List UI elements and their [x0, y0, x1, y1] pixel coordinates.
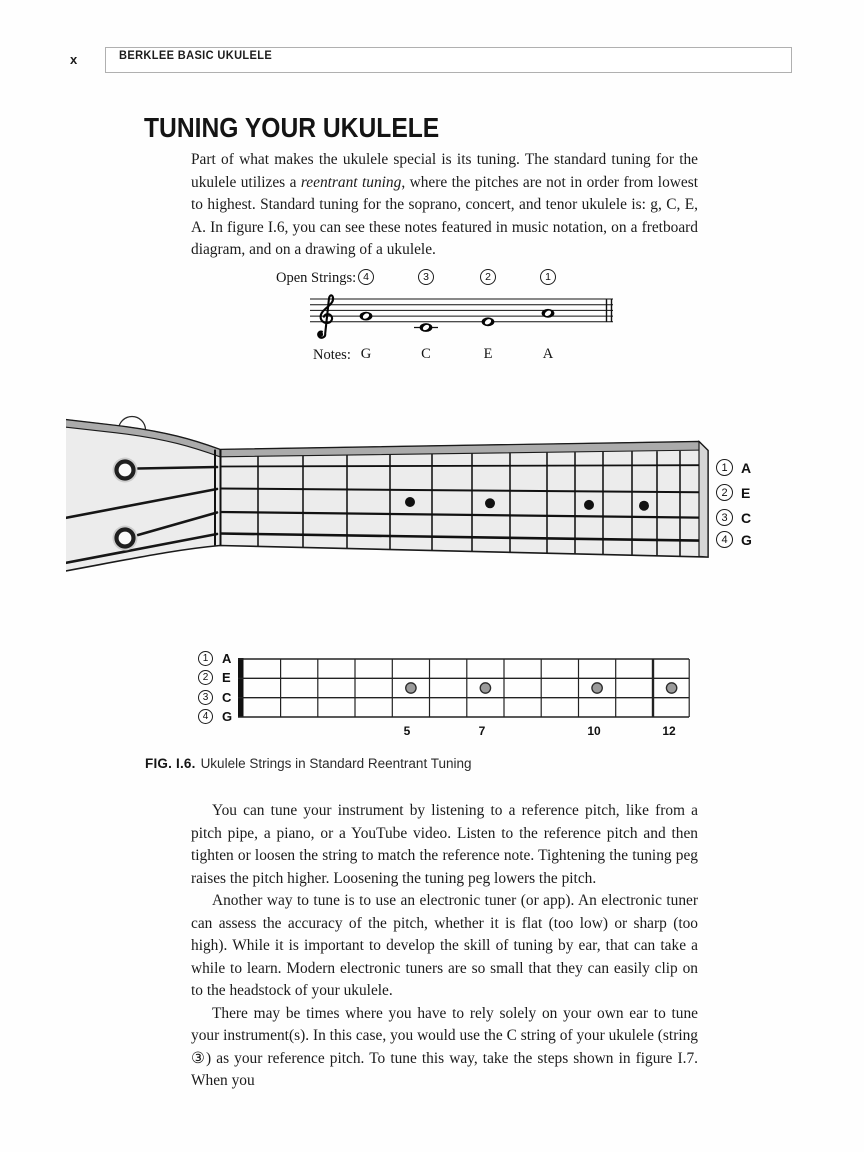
string-1-note: A: [741, 459, 752, 476]
fretboard-diagram: [198, 648, 708, 752]
running-header-title: BERKLEE BASIC UKULELE: [119, 48, 273, 62]
diagram-string-label-3: [198, 690, 231, 705]
string-3-circle: 3: [716, 509, 733, 526]
neck-string-label-3: [716, 509, 751, 526]
diagram-string-4-circle: 4: [198, 709, 213, 724]
diagram-string-3-note: C: [222, 690, 232, 705]
string-4-circle: 4: [716, 531, 733, 548]
body-paragraph-block: [191, 800, 698, 1093]
figure-caption-text: Ukulele Strings in Standard Reentrant Tuning: [200, 756, 472, 771]
whole-note-c: [414, 323, 438, 332]
string-2-circle: 2: [716, 484, 733, 501]
fret-number-12: 12: [662, 724, 676, 738]
notes-label: Notes:: [313, 347, 351, 363]
tuning-peg-2: [113, 526, 138, 551]
whole-note-a: [542, 309, 555, 318]
whole-note-e: [482, 317, 495, 326]
diagram-string-1-circle: 1: [198, 651, 213, 666]
italic-term: reentrant tuning: [300, 173, 402, 191]
paragraph-tuning-by-ear: You can tune your instrument by listening to a reference pitch, like from a pitch pipe, a piano, or a YouTube video. Listen to the reference pitch and then tighten or loosen the string to match the reference note. Tightening the tuning peg raises the pitch higher. Loosening the tuning peg lowers the pitch.: [191, 802, 698, 887]
paragraph-rely-on-your-own-ear: There may be times where you have to rely solely on your own ear to tune your instrument(s). In this case, you would use the C string of your ukulele (string ③) as your reference pitch. To tune this way, take the steps shown in figure I.7. When you: [191, 1004, 698, 1089]
figure-caption: [145, 756, 471, 771]
note-letter-a: A: [542, 346, 554, 362]
section-heading: TUNING YOUR UKULELE: [144, 112, 440, 143]
music-notation-figure: [276, 266, 640, 372]
page-number: x: [70, 52, 78, 67]
note-letter-g: G: [360, 346, 372, 362]
open-strings-label: Open Strings:: [276, 270, 357, 286]
diagram-string-4-note: G: [222, 709, 233, 724]
diagram-string-label-4: [198, 709, 232, 724]
fret-number-5: 5: [403, 724, 411, 738]
diagram-string-1-note: A: [222, 651, 232, 666]
fretboard-grid: [238, 652, 690, 725]
string-number-circle-1: 1: [540, 269, 556, 285]
whole-note-g: [360, 312, 373, 321]
running-header-box: [105, 47, 792, 73]
string-number-circle-3: 3: [418, 269, 434, 285]
diagram-strings: [238, 659, 689, 717]
paragraph-text: Part of what makes the ukulele special is its tuning. The standard tuning for the ukulele utilizes a: [191, 151, 698, 191]
fret-number-7: 7: [478, 724, 486, 738]
diagram-string-2-note: E: [222, 670, 231, 685]
string-4-note: G: [741, 531, 752, 548]
neck-string-label-1: [716, 459, 751, 476]
neck-string-label-2: [716, 484, 750, 501]
paragraph: [191, 149, 698, 262]
neck-string-label-4: [716, 531, 752, 548]
string-3-note: C: [741, 509, 752, 526]
paragraph-text: , where the pitches are not in order from lowest to highest. Standard tuning for the soprano, concert, and tenor ukulele is: g, C, E, A. In figure I.6, you can see these notes featured in music notation, on a fretboard diagram, and on a drawing of a ukulele.: [191, 173, 698, 258]
figure-caption-label: FIG. I.6.: [145, 756, 196, 771]
diagram-string-2-circle: 2: [198, 670, 213, 685]
neck-end-face: [699, 442, 708, 557]
intro-paragraph-block: [191, 149, 698, 262]
tuning-peg-1: [113, 458, 138, 483]
string-2-note: E: [741, 484, 751, 501]
paragraph-electronic-tuner: Another way to tune is to use an electronic tuner (or app). An electronic tuner can assess the accuracy of the pitch, whether it is flat (too low) or sharp (too high). While it is important to develop the skill of tuning by ear, that can take a while to learn. Modern electronic tuners are so small that they can easily clip on to the headstock of your ukulele.: [191, 892, 698, 999]
diagram-string-3-circle: 3: [198, 690, 213, 705]
diagram-nut: [238, 658, 244, 718]
note-letter-c: C: [421, 346, 431, 362]
note-letter-e: E: [483, 346, 493, 362]
string-number-circle-2: 2: [480, 269, 496, 285]
music-staff: [310, 292, 620, 344]
neck-silhouette: [66, 419, 708, 572]
staff-lines: [310, 299, 613, 322]
string-1-circle: 1: [716, 459, 733, 476]
string-number-circle-4: 4: [358, 269, 374, 285]
ukulele-neck-drawing: [66, 406, 716, 576]
diagram-string-label-1: [198, 651, 231, 666]
fret-number-10: 10: [587, 724, 601, 738]
diagram-string-label-2: [198, 670, 231, 685]
